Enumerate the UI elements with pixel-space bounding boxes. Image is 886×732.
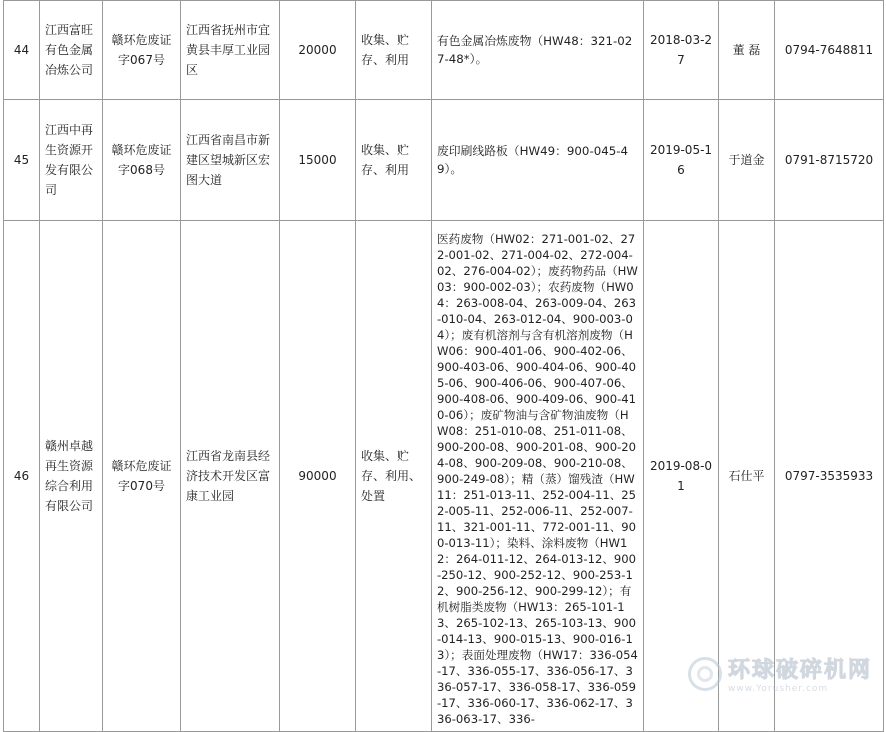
capacity: 90000 [280, 221, 356, 732]
table-row [4, 1, 884, 100]
waste-categories: 医药废物（HW02：271-001-02、272-001-02、271-004-02、272-004-02、276-004-02）；废药物药品（HW03：900-002-03）；农药废物（HW04：263-008-04、263-009-04、263-010-04、263-012-04、900-003-04）；废有机溶剂与含有机溶剂废物（HW06：900-401-06、900-402-06、900-403-06、900-404-06、900-405-06、900-406-06、900-407-06、900-408-06、900-409-06、900-410-06）；废矿物油与含矿物油废物（HW08：251-010-08、251-011-08、900-200-08、900-201-08、900-204-08、900-209-08、900-210-08、900-249-08）；精（蒸）馏残渣（HW11：251-013-11、252-004-11、252-005-11、252-006-11、252-007-11、321-001-11、772-001-11、900-013-11）；染料、涂料废物（HW12：264-011-12、264-013-12、900-250-12、900-252-12、900-253-12、900-256-12、900-299-12）；有机树脂类废物（HW13：265-101-13、265-102-13、265-103-13、900-014-13、900-015-13、900-016-13）；表面处理废物（HW17：336-054-17、336-055-17、336-056-17、336-057-17、336-058-17、336-059-17、336-060-17、336-062-17、336-063-17、336- [432, 221, 644, 732]
operation-method: 收集、贮存、利用、处置 [356, 221, 432, 732]
table-row [4, 221, 884, 732]
address: 江西省抚州市宜黄县丰厚工业园区 [181, 1, 280, 100]
table-row [4, 100, 884, 221]
waste-categories: 有色金属冶炼废物（HW48：321-027-48*）。 [432, 1, 644, 100]
company-name: 赣州卓越再生资源综合利用有限公司 [40, 221, 103, 732]
operation-method: 收集、贮存、利用 [356, 1, 432, 100]
phone-number: 0794-7648811 [775, 1, 884, 100]
watermark-url: www.Yorusher.com [727, 684, 829, 694]
address: 江西省南昌市新建区望城新区宏图大道 [181, 100, 280, 221]
capacity: 15000 [280, 100, 356, 221]
company-name: 江西中再生资源开发有限公司 [40, 100, 103, 221]
phone-number: 0791-8715720 [775, 100, 884, 221]
contact-person: 于道金 [719, 100, 775, 221]
issue-date: 2018-03-27 [644, 1, 719, 100]
row-number: 44 [4, 1, 40, 100]
operation-method: 收集、贮存、利用 [356, 100, 432, 221]
contact-person: 董 磊 [719, 1, 775, 100]
license-number: 赣环危废证字067号 [103, 1, 181, 100]
address: 江西省龙南县经济技术开发区富康工业园 [181, 221, 280, 732]
license-number: 赣环危废证字070号 [103, 221, 181, 732]
row-number: 45 [4, 100, 40, 221]
hazardous-waste-license-table [3, 0, 884, 732]
contact-person: 石仕平 [719, 221, 775, 732]
waste-categories: 废印刷线路板（HW49：900-045-49）。 [432, 100, 644, 221]
license-number: 赣环危废证字068号 [103, 100, 181, 221]
watermark-title: 环球破碎机网 [727, 658, 872, 683]
company-name: 江西富旺有色金属冶炼公司 [40, 1, 103, 100]
phone-number: 0797-3535933 [775, 221, 884, 732]
row-number: 46 [4, 221, 40, 732]
issue-date: 2019-08-01 [644, 221, 719, 732]
issue-date: 2019-05-16 [644, 100, 719, 221]
capacity: 20000 [280, 1, 356, 100]
